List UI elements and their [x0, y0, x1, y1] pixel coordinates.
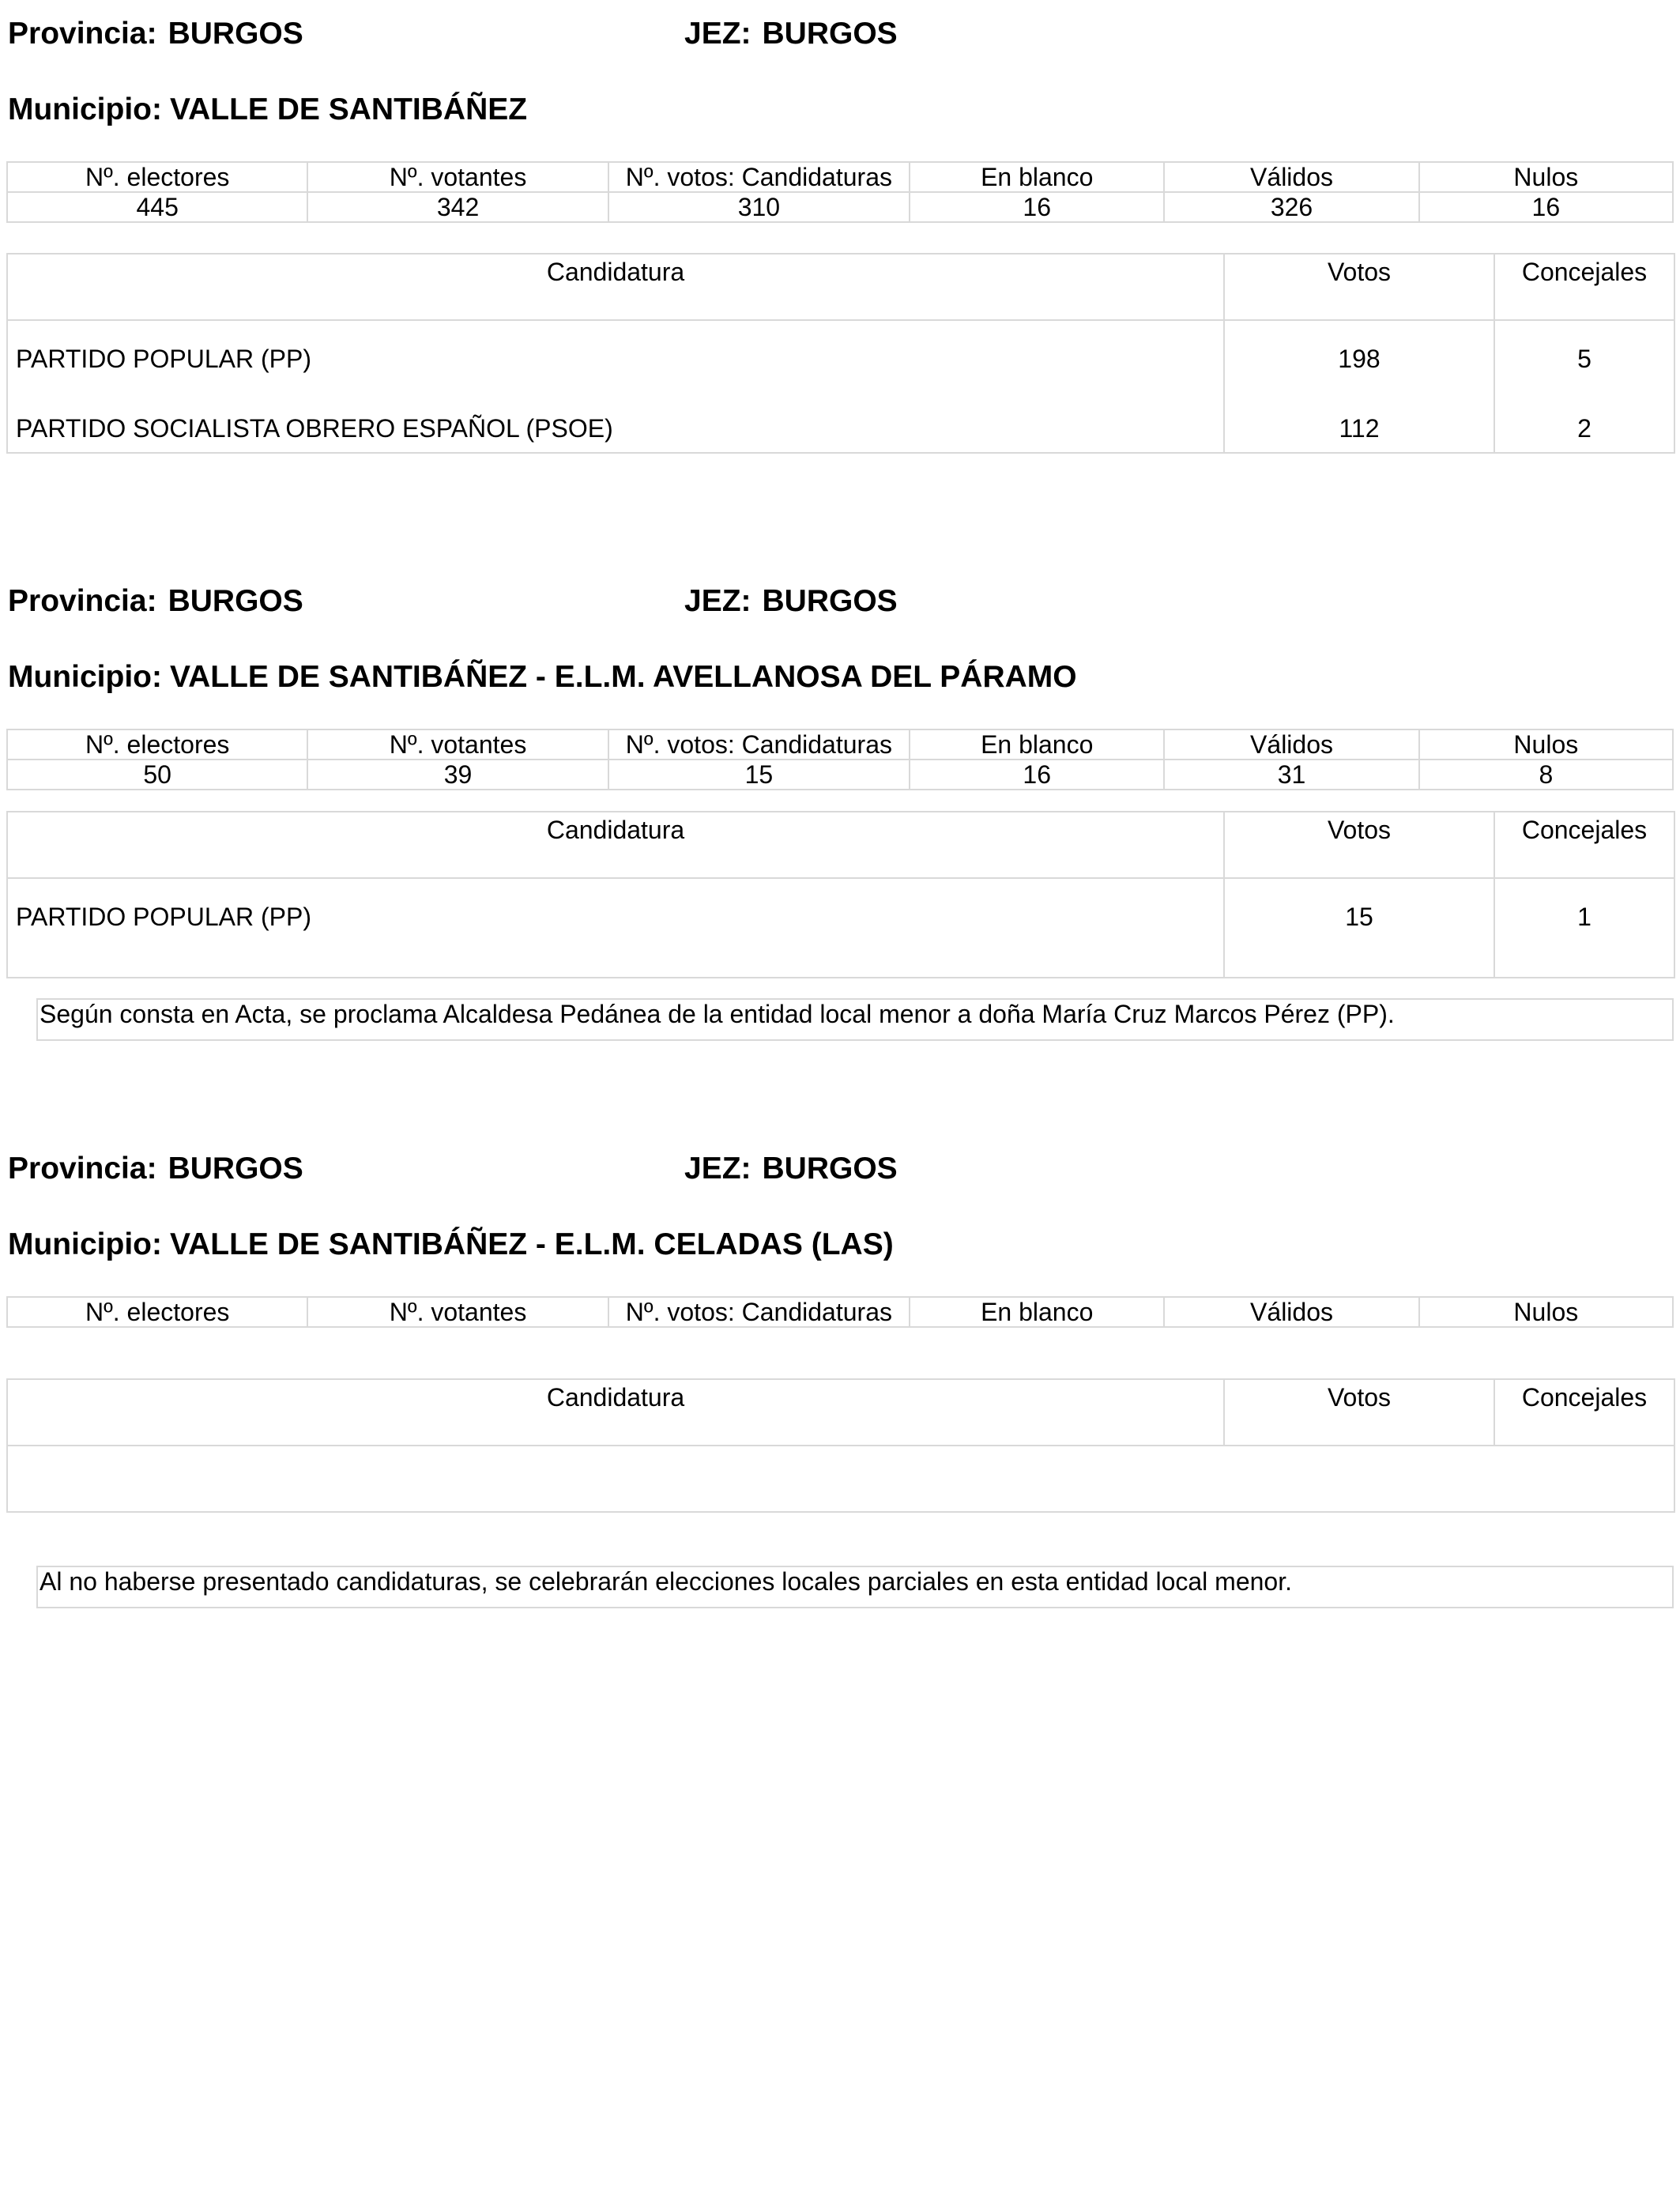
candidate-name: PARTIDO POPULAR (PP) [16, 345, 311, 373]
stats-value-cell: 310 [608, 192, 910, 222]
provincia-value: BURGOS [168, 584, 303, 618]
municipio-label: Municipio: [8, 1227, 162, 1261]
stats-table [6, 161, 1674, 223]
jez-value: BURGOS [762, 17, 898, 51]
candidates-header-cell: Concejales [1494, 1379, 1674, 1446]
candidates-table [6, 1378, 1675, 1513]
jez-heading [684, 16, 898, 52]
jez-value: BURGOS [762, 1152, 898, 1186]
results-section [0, 9, 1680, 579]
stats-value-cell: 16 [1419, 192, 1673, 222]
stats-header-cell: Válidos [1164, 729, 1418, 760]
stats-value-row [7, 760, 1673, 790]
stats-value-cell: 31 [1164, 760, 1418, 790]
stats-value-cell: 445 [7, 192, 307, 222]
candidates-header-cell: Votos [1224, 812, 1494, 878]
results-section [0, 1144, 1680, 1713]
stats-value-cell: 50 [7, 760, 307, 790]
candidates-header-cell: Concejales [1494, 254, 1674, 320]
stats-header-cell: Válidos [1164, 162, 1418, 192]
stats-value-cell: 15 [608, 760, 910, 790]
provincia-label: Provincia: [8, 17, 157, 51]
stats-header-cell: Nulos [1419, 162, 1673, 192]
jez-label: JEZ: [684, 17, 751, 51]
candidate-name: PARTIDO POPULAR (PP) [16, 903, 311, 931]
candidates-body [7, 320, 1674, 453]
stats-header-cell: Nº. votos: Candidaturas [608, 729, 910, 760]
candidates-header-cell: Votos [1224, 1379, 1494, 1446]
proclamation-note: Al no haberse presentado candidaturas, se celebrarán elecciones locales parciales en esta entidad local menor. [36, 1566, 1674, 1608]
candidate-votes: 15 [1345, 903, 1373, 931]
stats-value-cell: 16 [910, 760, 1164, 790]
stats-header-cell: En blanco [910, 1297, 1164, 1327]
results-section [0, 577, 1680, 1146]
candidates-empty-row [7, 1446, 1674, 1512]
candidate-votes: 112 [1339, 414, 1380, 443]
jez-label: JEZ: [684, 1152, 751, 1186]
stats-header-cell: Nº. votantes [307, 729, 608, 760]
municipio-label: Municipio: [8, 92, 162, 126]
municipio-heading [8, 92, 527, 128]
candidates-header-cell: Candidatura [7, 254, 1224, 320]
candidates-header-row [7, 1379, 1674, 1446]
candidate-seats-column [1494, 878, 1674, 978]
stats-header-row [7, 162, 1673, 192]
jez-heading [684, 583, 898, 620]
proclamation-note: Según consta en Acta, se proclama Alcaldesa Pedánea de la entidad local menor a doña María Cruz Marcos Pérez (PP). [36, 998, 1674, 1041]
stats-header-row [7, 729, 1673, 760]
candidates-table [6, 811, 1675, 978]
provincia-value: BURGOS [168, 1152, 303, 1186]
stats-value-cell: 8 [1419, 760, 1673, 790]
stats-value-cell: 342 [307, 192, 608, 222]
provincia-heading [8, 583, 303, 620]
municipio-value: VALLE DE SANTIBÁÑEZ - E.L.M. AVELLANOSA DEL PÁRAMO [169, 660, 1077, 694]
candidate-votes-column [1224, 320, 1494, 453]
jez-value: BURGOS [762, 584, 898, 618]
stats-value-cell: 39 [307, 760, 608, 790]
candidate-name-column [7, 320, 1224, 453]
stats-header-cell: En blanco [910, 162, 1164, 192]
municipio-heading [8, 1227, 894, 1263]
stats-header-cell: Nº. electores [7, 1297, 307, 1327]
stats-value-cell: 16 [910, 192, 1164, 222]
candidates-header-cell: Candidatura [7, 1379, 1224, 1446]
stats-header-cell: Nulos [1419, 729, 1673, 760]
candidate-votes-column [1224, 878, 1494, 978]
candidates-empty-cell [7, 1446, 1674, 1512]
provincia-heading [8, 1151, 303, 1187]
municipio-heading [8, 659, 1077, 696]
provincia-heading [8, 16, 303, 52]
stats-header-cell: Nº. electores [7, 162, 307, 192]
stats-header-cell: Nulos [1419, 1297, 1673, 1327]
municipio-label: Municipio: [8, 660, 162, 694]
candidate-seats-column [1494, 320, 1674, 453]
candidate-seats: 1 [1577, 903, 1591, 931]
candidate-votes: 198 [1338, 345, 1381, 373]
stats-header-cell: Nº. votos: Candidaturas [608, 162, 910, 192]
jez-label: JEZ: [684, 584, 751, 618]
candidates-header-row [7, 254, 1674, 320]
candidate-seats: 2 [1577, 414, 1591, 443]
candidate-name-column [7, 878, 1224, 978]
stats-header-cell: En blanco [910, 729, 1164, 760]
candidates-header-cell: Votos [1224, 254, 1494, 320]
stats-header-cell: Nº. votantes [307, 162, 608, 192]
stats-value-row [7, 192, 1673, 222]
jez-heading [684, 1151, 898, 1187]
municipio-value: VALLE DE SANTIBÁÑEZ [169, 92, 528, 126]
stats-table [6, 1296, 1674, 1328]
candidate-name: PARTIDO SOCIALISTA OBRERO ESPAÑOL (PSOE) [16, 414, 613, 443]
candidates-header-row [7, 812, 1674, 878]
stats-header-row [7, 1297, 1673, 1327]
candidate-seats: 5 [1577, 345, 1591, 373]
stats-table [6, 729, 1674, 790]
candidates-header-cell: Concejales [1494, 812, 1674, 878]
candidates-header-cell: Candidatura [7, 812, 1224, 878]
stats-header-cell: Válidos [1164, 1297, 1418, 1327]
municipio-value: VALLE DE SANTIBÁÑEZ - E.L.M. CELADAS (LAS) [169, 1227, 894, 1261]
stats-header-cell: Nº. electores [7, 729, 307, 760]
provincia-value: BURGOS [168, 17, 303, 51]
stats-header-cell: Nº. votos: Candidaturas [608, 1297, 910, 1327]
candidates-body [7, 878, 1674, 978]
candidates-table [6, 253, 1675, 454]
stats-header-cell: Nº. votantes [307, 1297, 608, 1327]
provincia-label: Provincia: [8, 584, 157, 618]
provincia-label: Provincia: [8, 1152, 157, 1186]
stats-value-cell: 326 [1164, 192, 1418, 222]
